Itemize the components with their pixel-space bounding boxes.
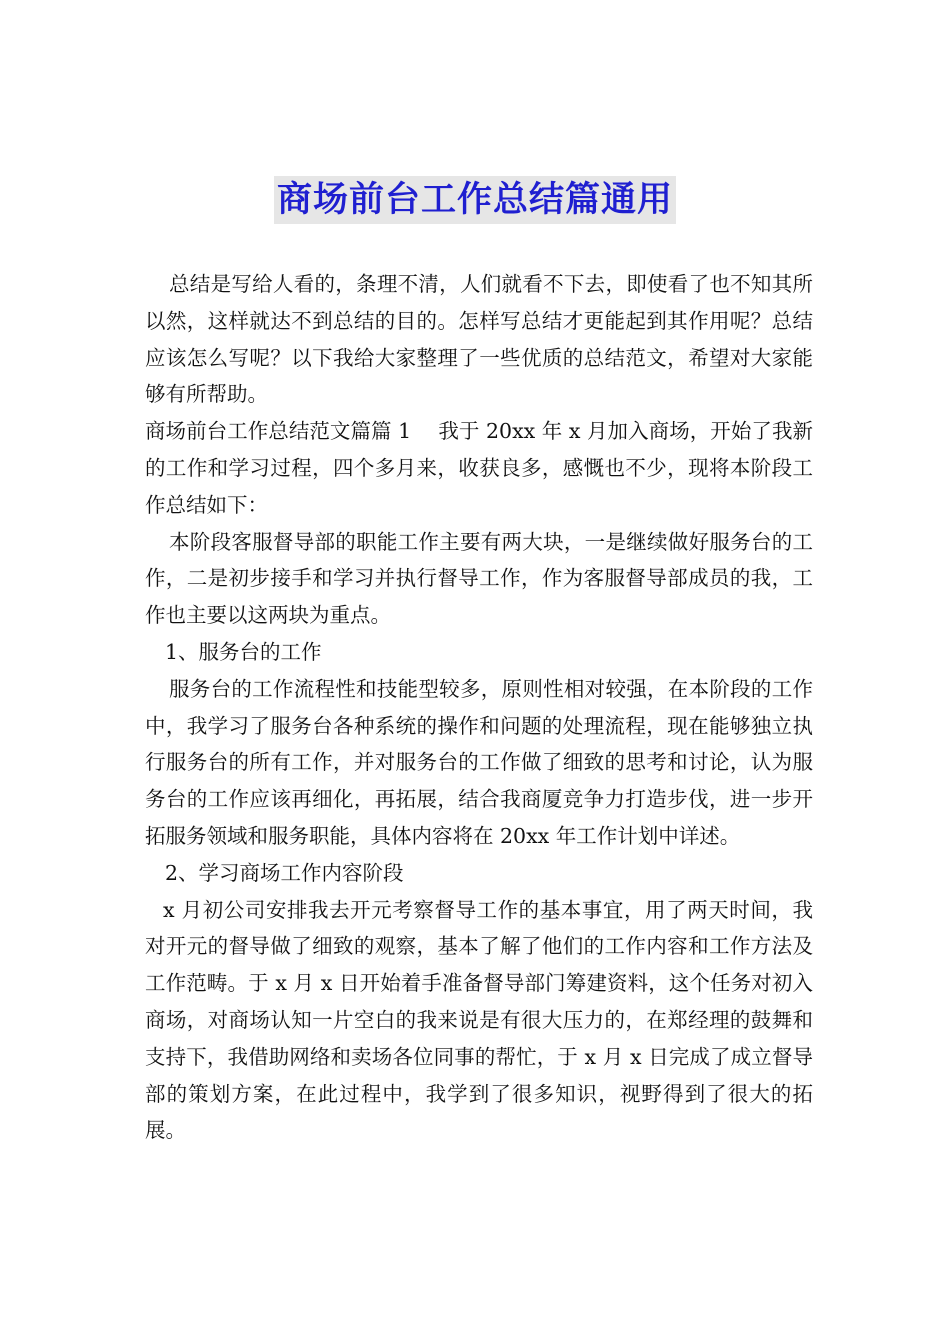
- service-desk-paragraph: 服务台的工作流程性和技能型较多，原则性相对较强，在本阶段的工作中，我学习了服务台各种系统的操作和问题的处理流程，现在能够独立执行服务台的所有工作，并对服务台的工作做了细致的思考和讨论，认为服务台的工作应该再细化，再拓展，结合我商厦竞争力打造步伐，进一步开拓服务领域和服务职能，具体内容将在 20xx 年工作计划中详述。: [145, 676, 813, 848]
- section-heading-1: 1、服务台的工作: [165, 639, 322, 664]
- learning-paragraph: x 月初公司安排我去开元考察督导工作的基本事宜，用了两天时间，我对开元的督导做了细致的观察，基本了解了他们的工作内容和工作方法及工作范畴。于 x 月 x 日开始着手准备督导部门筹建资料，这个任务对初入商场，对商场认知一片空白的我来说是有很大压力的，在郑经理的鼓舞和支持下，我借助网络和卖场各位同事的帮忙，于 x 月 x 日完成了成立督导部的策划方案，在此过程中，我学到了很多知识，视野得到了很大的拓展。: [145, 897, 813, 1143]
- title-container: [0, 176, 950, 224]
- intro-paragraph: 总结是写给人看的，条理不清，人们就看不下去，即使看了也不知其所以然，这样就达不到总结的目的。怎样写总结才更能起到其作用呢？总结应该怎么写呢？以下我给大家整理了一些优质的总结范文，希望对大家能够有所帮助。: [145, 272, 813, 407]
- section-heading-2: 2、学习商场工作内容阶段: [165, 860, 404, 885]
- duties-paragraph: 本阶段客服督导部的职能工作主要有两大块，一是继续做好服务台的工作，二是初步接手和学习并执行督导工作，作为客服督导部成员的我，工作也主要以这两块为重点。: [145, 529, 813, 628]
- document-body: [145, 266, 813, 1149]
- document-title: 商场前台工作总结篇通用: [274, 176, 676, 224]
- section-intro-paragraph: 商场前台工作总结范文篇篇 1 我于 20xx 年 x 月加入商场，开始了我新的工作和学习过程，四个多月来，收获良多，感慨也不少，现将本阶段工作总结如下：: [145, 419, 813, 517]
